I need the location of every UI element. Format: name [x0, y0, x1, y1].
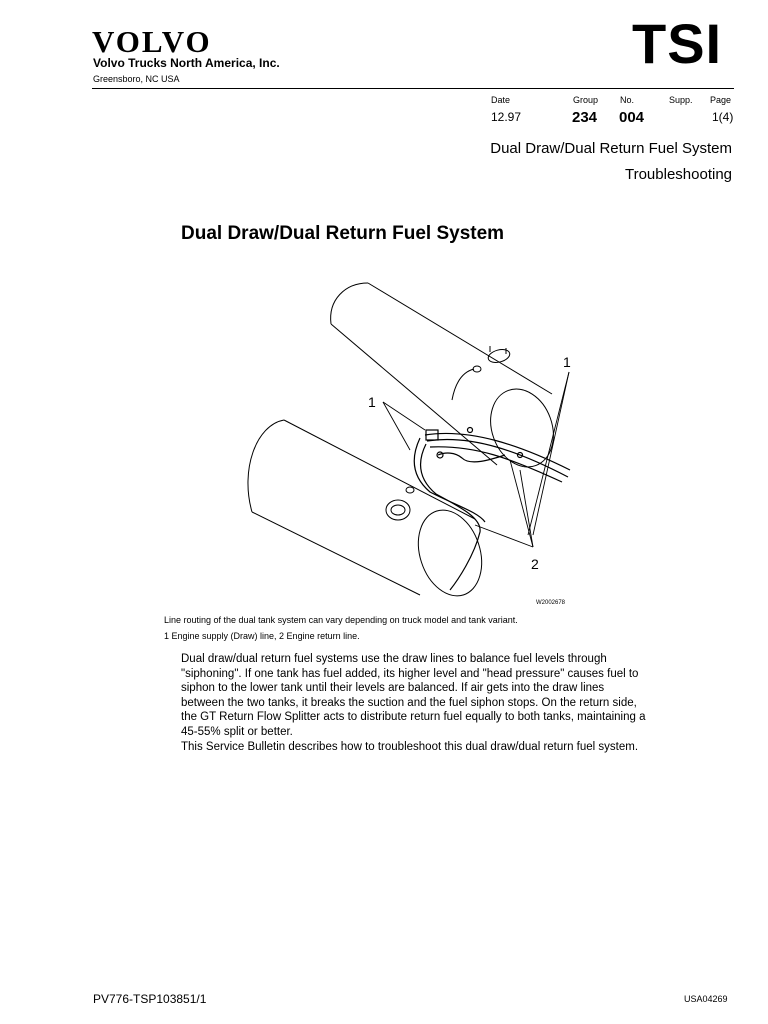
- body-text: [181, 652, 649, 754]
- callout-2: 2: [531, 556, 539, 572]
- document-subtitle: Troubleshooting: [624, 166, 732, 183]
- callout-1-top: 1: [563, 354, 571, 370]
- page-header: Page: [710, 95, 732, 105]
- footer-doc-id: PV776-TSP103851/1: [93, 992, 207, 1006]
- header-divider: [92, 88, 734, 89]
- volvo-logo: VOLVO: [92, 24, 212, 59]
- number-value: 004: [619, 109, 645, 126]
- body-paragraph-2: This Service Bulletin describes how to troubleshoot this dual draw/dual return fuel system.: [181, 740, 639, 753]
- figure-caption-line2: 1 Engine supply (Draw) line, 2 Engine return line.: [164, 631, 360, 641]
- doc-type-label: TSI: [632, 12, 723, 75]
- fuel-tank-illustration: [240, 270, 600, 610]
- fuel-lines: [414, 428, 570, 591]
- body-paragraph-1: Dual draw/dual return fuel systems use the draw lines to balance fuel levels through "siphoning". If one tank has fuel added, its higher level and "head pressure" causes fuel to siphon to the lower tank until their levels are balanced. If air gets into the draw lines between the two tanks, it breaks the suction and the fuel siphon stops. On the return side, the GT Return Flow Splitter acts to distribute return fuel equally to both tanks, maintaining a 45-55% split or better.: [181, 653, 646, 738]
- supp-header: Supp.: [669, 95, 693, 105]
- figure-caption-line1: Line routing of the dual tank system can vary depending on truck model and tank variant.: [164, 615, 518, 625]
- footer-code: USA04269: [684, 994, 728, 1004]
- group-header: Group: [573, 95, 599, 105]
- document-title: Dual Draw/Dual Return Fuel System: [490, 140, 732, 157]
- figure-code: W2002678: [536, 600, 566, 606]
- page-title: Dual Draw/Dual Return Fuel System: [181, 223, 505, 244]
- callout-1-left: 1: [368, 394, 376, 410]
- number-header: No.: [620, 95, 635, 105]
- page-value: 1(4): [712, 110, 734, 124]
- company-name: Volvo Trucks North America, Inc.: [93, 56, 280, 70]
- group-value: 234: [572, 109, 598, 126]
- date-header: Date: [491, 95, 511, 105]
- date-value: 12.97: [491, 110, 522, 124]
- company-location: Greensboro, NC USA: [93, 74, 180, 84]
